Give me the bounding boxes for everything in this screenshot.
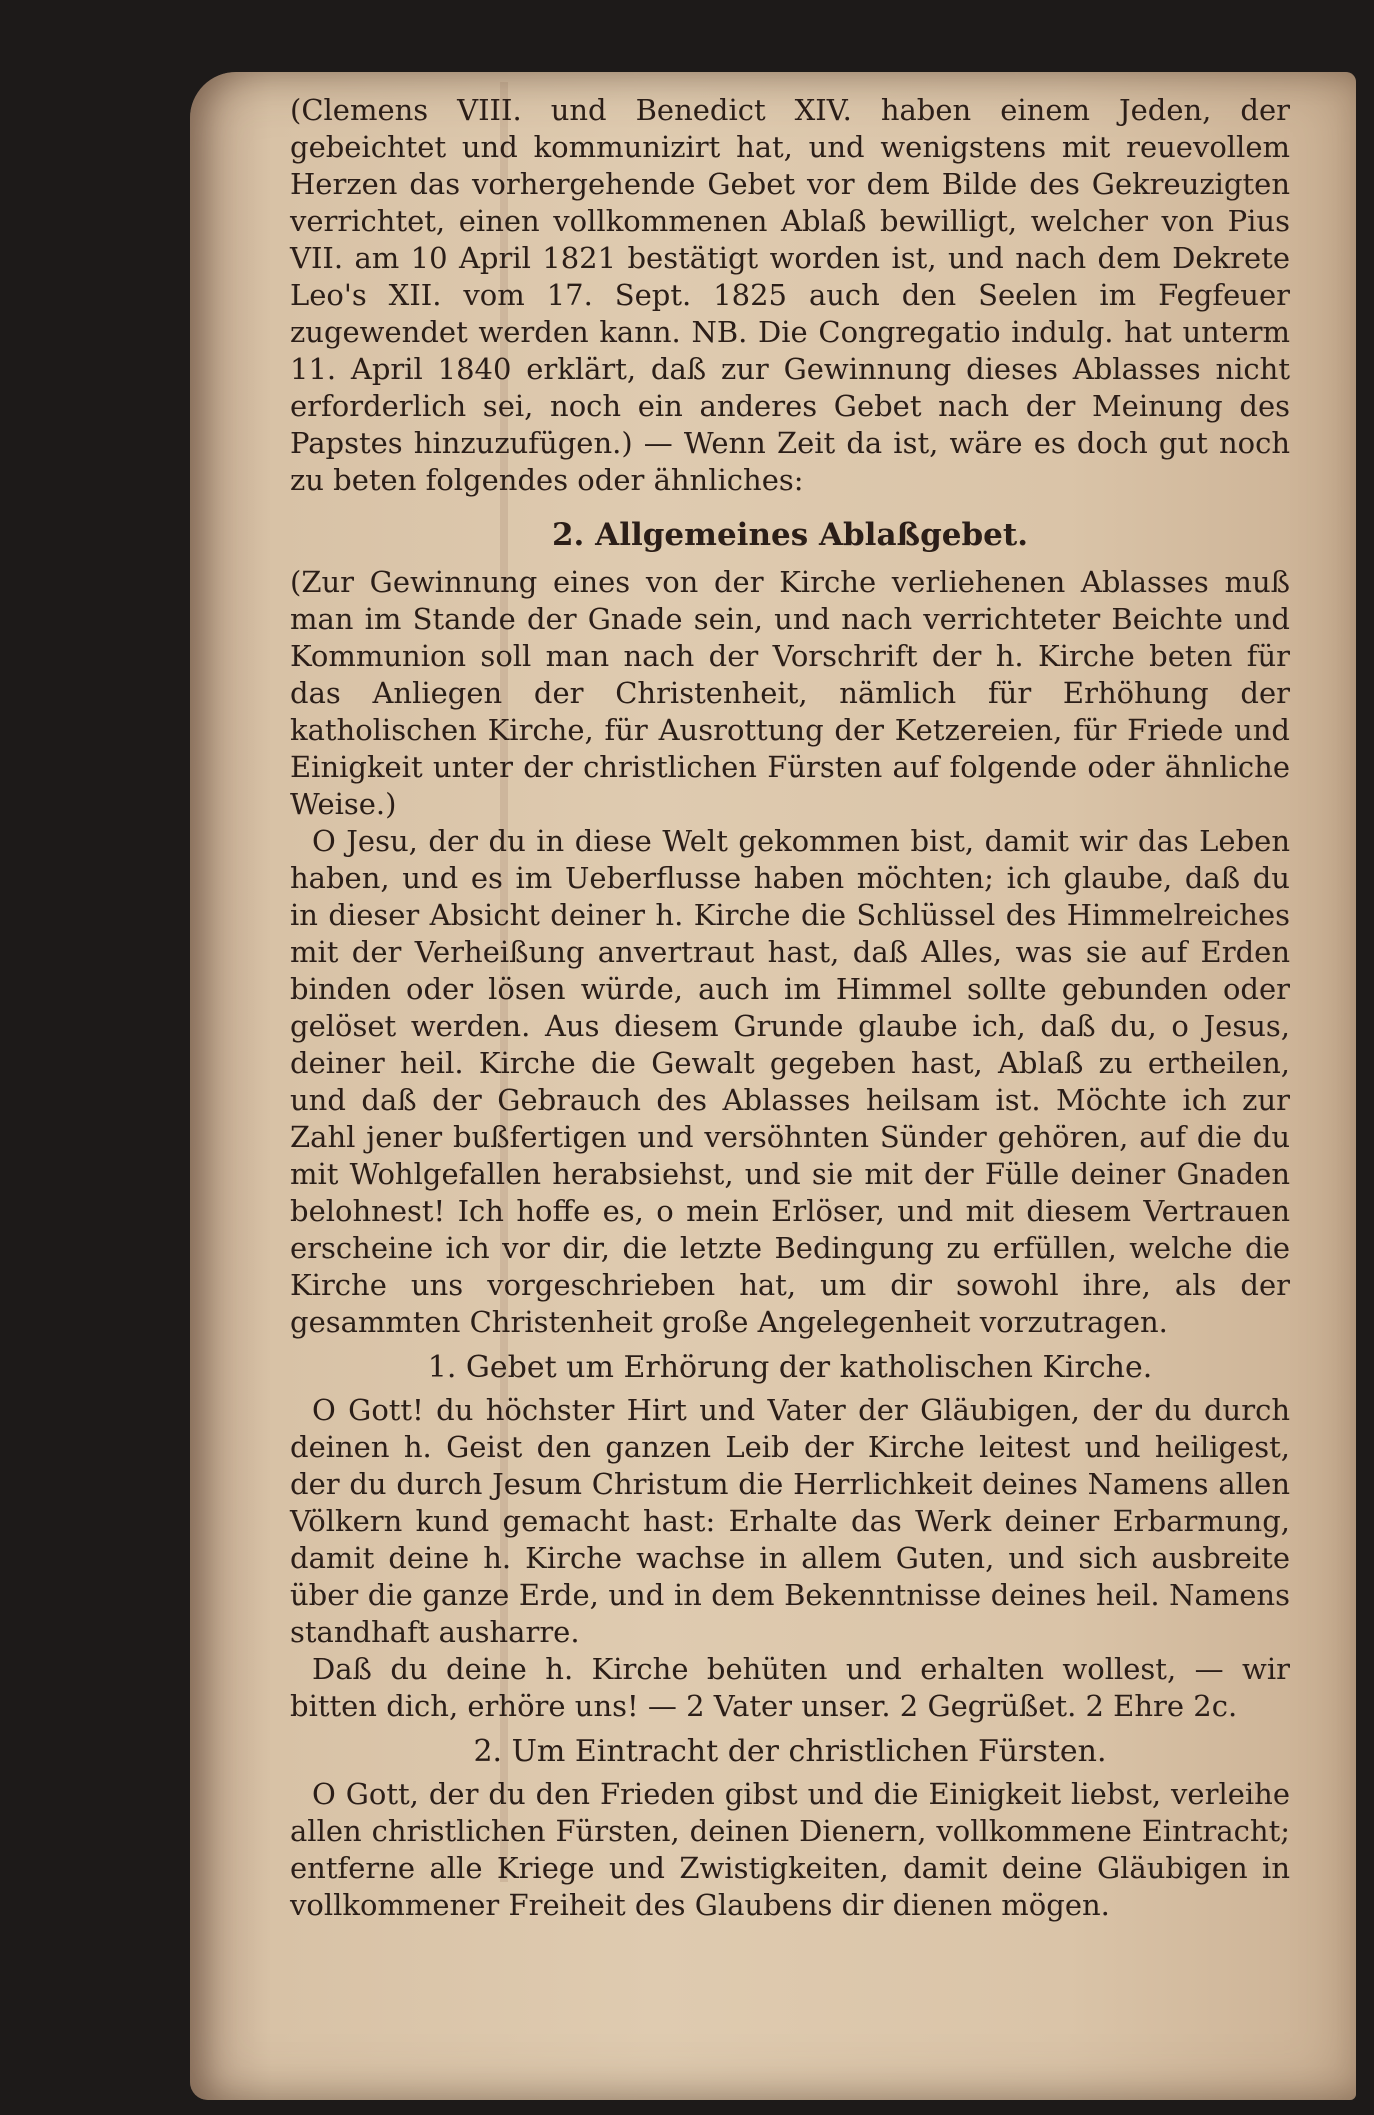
prayer-paragraph-2: O Gott, der du den Frieden gibst und die Einigkeit liebst, verleihe allen christlichen Fürsten, deinen Dienern, vollkommene Eintracht; entferne alle Kriege und Zwistigkeiten, damit deine Gläubigen in vollkommener Freiheit des Glaubens dir dienen mögen. bbox=[290, 1777, 1290, 1922]
book-page bbox=[190, 72, 1356, 2100]
intro-paragraph: (Clemens VIII. und Benedict XIV. haben einem Jeden, der gebeichtet und kommunizirt hat, und wenigstens mit reuevollem Herzen das vorhergehende Gebet vor dem Bilde des Gekreuzigten verrichtet, einen vollkommenen Ablaß bewilligt, welcher von Pius VII. am 10 April 1821 bestätigt worden ist, und nach dem Dekrete Leo's XII. vom 17. Sept. 1825 auch den Seelen im Fegfeuer zugewendet werden kann. NB. Die Congregatio indulg. hat unterm 11. April 1840 erklärt, daß zur Gewinnung dieses Ablasses nicht erforderlich sei, noch ein anderes Gebet nach der Meinung des Papstes hinzuzufügen.) — Wenn Zeit da ist, wäre es doch gut noch zu beten folgendes oder ähnliches: bbox=[290, 93, 1290, 497]
instruction-paragraph: (Zur Gewinnung eines von der Kirche verliehenen Ablasses muß man im Stande der Gnade sein, und nach verrichteter Beichte und Kommunion soll man nach der Vorschrift der h. Kirche beten für das Anliegen der Christenheit, nämlich für Erhöhung der katholischen Kirche, für Ausrottung der Ketzereien, für Friede und Einigkeit unter der christlichen Fürsten auf folgende oder ähnliche Weise.) bbox=[290, 565, 1290, 821]
prayer-paragraph-1: O Gott! du höchster Hirt und Vater der Gläubigen, der du durch deinen h. Geist den ganzen Leib der Kirche leitest und heiligest, der du durch Jesum Christum die Herrlichkeit deines Namens allen Völkern kund gemacht hast: Erhalte das Werk deiner Erbarmung, damit deine h. Kirche wachse in allem Guten, und sich ausbreite über die ganze Erde, und in dem Bekenntnisse deines heil. Namens standhaft ausharre. bbox=[290, 1393, 1290, 1649]
prayer-heading-2: 2. Um Eintracht der christlichen Fürsten. bbox=[473, 1734, 1107, 1769]
section-heading: 2. Allgemeines Ablaßgebet. bbox=[551, 517, 1029, 553]
page-text bbox=[290, 92, 1290, 1924]
prayer-petition-1: Daß du deine h. Kirche behüten und erhalten wollest, — wir bitten dich, erhöre uns! — 2 Vater unser. 2 Gegrüßet. 2 Ehre 2c. bbox=[290, 1652, 1290, 1723]
prayer-heading-1: 1. Gebet um Erhörung der katholischen Kirche. bbox=[427, 1350, 1153, 1385]
prayer-paragraph: O Jesu, der du in diese Welt gekommen bist, damit wir das Leben haben, und es im Ueberflusse haben möchten; ich glaube, daß du in dieser Absicht deiner h. Kirche die Schlüssel des Himmelreiches mit der Verheißung anvertraut hast, daß Alles, was sie auf Erden binden oder lösen würde, auch im Himmel sollte gebunden oder gelöset werden. Aus diesem Grunde glaube ich, daß du, o Jesus, deiner heil. Kirche die Gewalt gegeben hast, Ablaß zu ertheilen, und daß der Gebrauch des Ablasses heilsam ist. Möchte ich zur Zahl jener bußfertigen und versöhnten Sünder gehören, auf die du mit Wohlgefallen herabsiehst, und sie mit der Fülle deiner Gnaden belohnest! Ich hoffe es, o mein Erlöser, und mit diesem Vertrauen erscheine ich vor dir, die letzte Bedingung zu erfüllen, welche die Kirche uns vorgeschrieben hat, um dir sowohl ihre, als der gesammten Christenheit große Angelegenheit vorzutragen. bbox=[290, 824, 1290, 1339]
